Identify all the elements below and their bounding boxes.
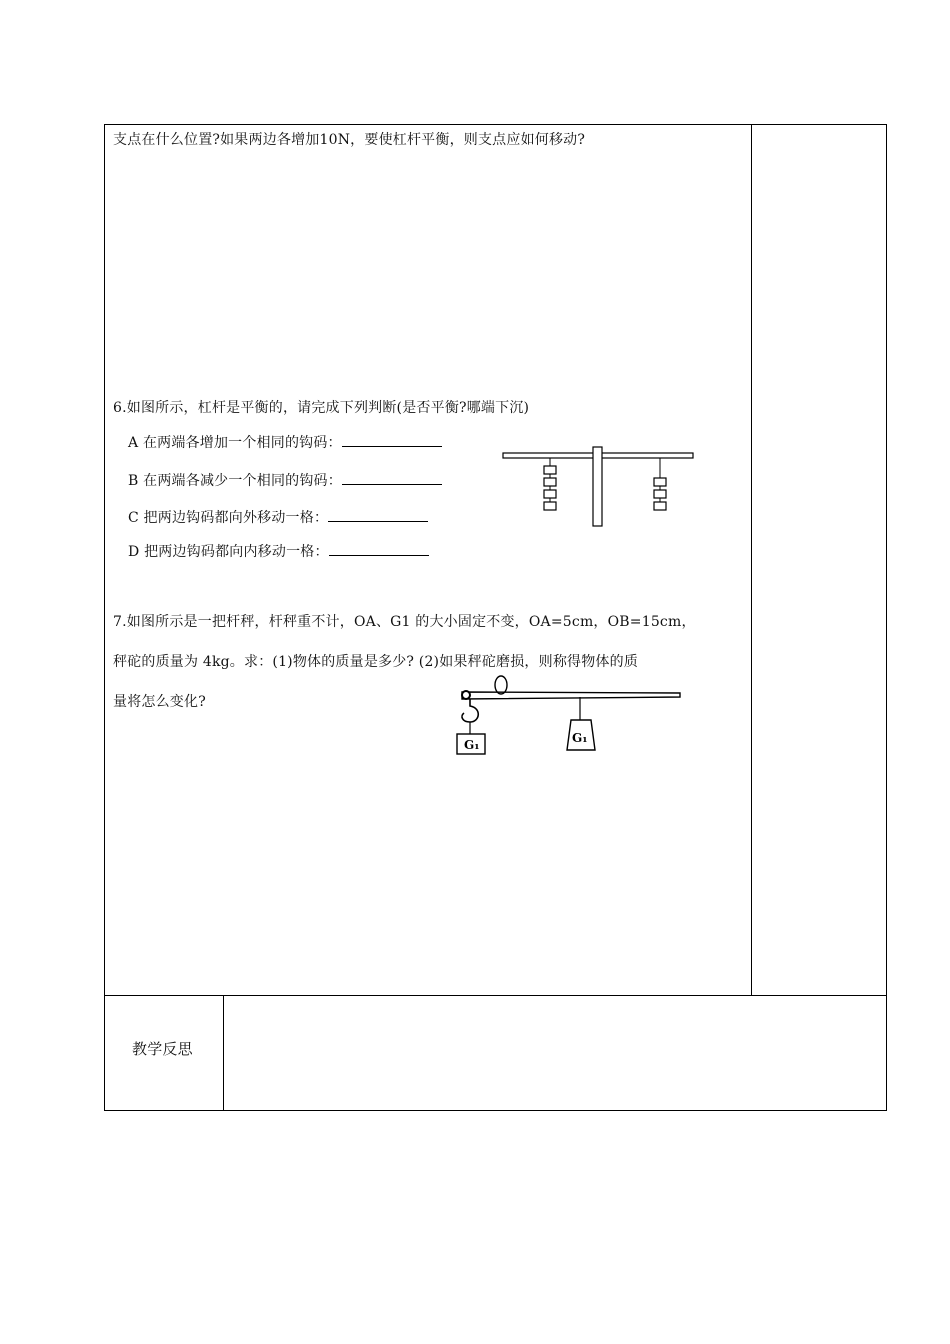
q6-item-d [128, 541, 429, 562]
row-divider [104, 995, 887, 996]
right-weight-2 [654, 490, 666, 498]
column-divider [751, 124, 752, 996]
q7-line-2: 秤砣的质量为 4kg。求：(1)物体的质量是多少? (2)如果秤砣磨损，则称得物体的质 [113, 654, 639, 670]
hook-ring [462, 691, 470, 699]
q6-item-a-label: A 在两端各增加一个相同的钩码： [128, 435, 342, 451]
steelyard-figure [452, 672, 687, 762]
reflection-content-area[interactable] [225, 997, 885, 1109]
q6-answer-blank-c[interactable] [328, 507, 428, 522]
lever-balance-figure [500, 444, 700, 534]
handle-loop-icon [495, 676, 507, 694]
lever-fulcrum-post [593, 447, 602, 526]
q6-title: 6.如图所示，杠杆是平衡的，请完成下列判断(是否平衡?哪端下沉) [113, 400, 530, 416]
reflection-divider [223, 995, 224, 1111]
table-border-right [886, 124, 887, 1111]
q6-item-b [128, 470, 442, 491]
q6-answer-blank-b[interactable] [342, 470, 442, 485]
left-weight-1 [544, 466, 556, 474]
right-weight-1 [654, 478, 666, 486]
counterweight-label: G₁ [572, 731, 588, 745]
left-weight-4 [544, 502, 556, 510]
q7-line-1: 7.如图所示是一把杆秤，杆秤重不计，OA、G1 的大小固定不变，OA=5cm，OB=15cm， [113, 614, 696, 630]
left-weight-3 [544, 490, 556, 498]
table-border-left [104, 124, 105, 1111]
table-border-bottom [104, 1110, 887, 1111]
table-border-top [104, 124, 887, 125]
q5-text: 支点在什么位置?如果两边各增加10N，要使杠杆平衡，则支点应如何移动? [113, 132, 586, 148]
reflection-label: 教学反思 [132, 1040, 193, 1058]
steelyard-beam [462, 692, 680, 699]
q6-item-c-label: C 把两边钩码都向外移动一格： [128, 510, 329, 526]
q6-answer-blank-a[interactable] [342, 432, 442, 447]
left-weight-2 [544, 478, 556, 486]
q6-item-d-label: D 把两边钩码都向内移动一格： [128, 544, 329, 560]
q6-item-b-label: B 在两端各减少一个相同的钩码： [128, 473, 342, 489]
q6-item-c [128, 507, 428, 528]
q7-line-3: 量将怎么变化? [113, 694, 206, 710]
q6-item-a [128, 432, 442, 453]
hook-icon [462, 699, 478, 722]
q6-answer-blank-d[interactable] [329, 541, 429, 556]
right-weight-3 [654, 502, 666, 510]
left-block-label: G₁ [464, 738, 480, 752]
